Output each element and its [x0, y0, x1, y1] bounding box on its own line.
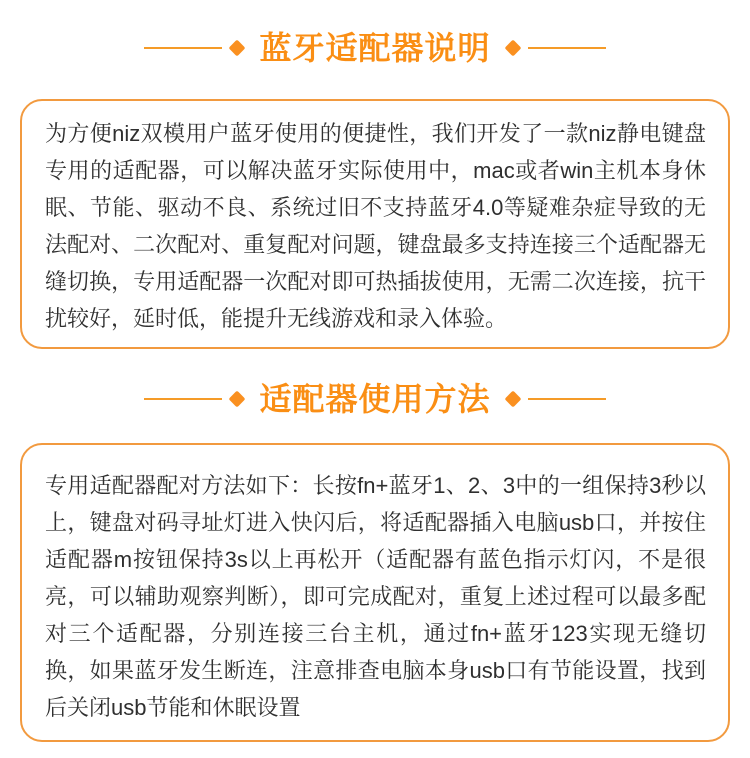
diamond-icon-right [504, 391, 521, 408]
deco-line-right [528, 47, 606, 49]
diamond-icon-right [504, 40, 521, 57]
deco-line-left [144, 47, 222, 49]
usage-method-title: 适配器使用方法 [259, 381, 491, 417]
deco-line-left [144, 398, 222, 400]
section-header-usage-method [0, 382, 750, 416]
adapter-description-title: 蓝牙适配器说明 [259, 30, 491, 66]
usage-method-paragraph: 专用适配器配对方法如下：长按fn+蓝牙1、2、3中的一组保持3秒以上，键盘对码寻址灯进入快闪后，将适配器插入电脑usb口，并按住适配器m按钮保持3s以上再松开（适配器有蓝色指示灯闪，不是很亮，可以辅助观察判断），即可完成配对，重复上述过程可以最多配对三个适配器，分别连接三台主机，通过fn+蓝牙123实现无缝切换，如果蓝牙发生断连，注意排查电脑本身usb口有节能设置，找到后关闭usb节能和休眠设置 [45, 473, 706, 720]
diamond-icon-left [229, 391, 246, 408]
diamond-icon-left [229, 40, 246, 57]
usage-method-box [20, 443, 730, 742]
adapter-description-paragraph: 为方便niz双模用户蓝牙使用的便捷性，我们开发了一款niz静电键盘专用的适配器，可以解决蓝牙实际使用中，mac或者win主机本身休眠、节能、驱动不良、系统过旧不支持蓝牙4.0等疑难杂症导致的无法配对、二次配对、重复配对问题，键盘最多支持连接三个适配器无缝切换，专用适配器一次配对即可热插拔使用，无需二次连接，抗干扰较好，延时低，能提升无线游戏和录入体验。 [45, 121, 706, 331]
adapter-description-box [20, 99, 730, 349]
section-header-adapter-description [0, 31, 750, 65]
deco-line-right [528, 398, 606, 400]
